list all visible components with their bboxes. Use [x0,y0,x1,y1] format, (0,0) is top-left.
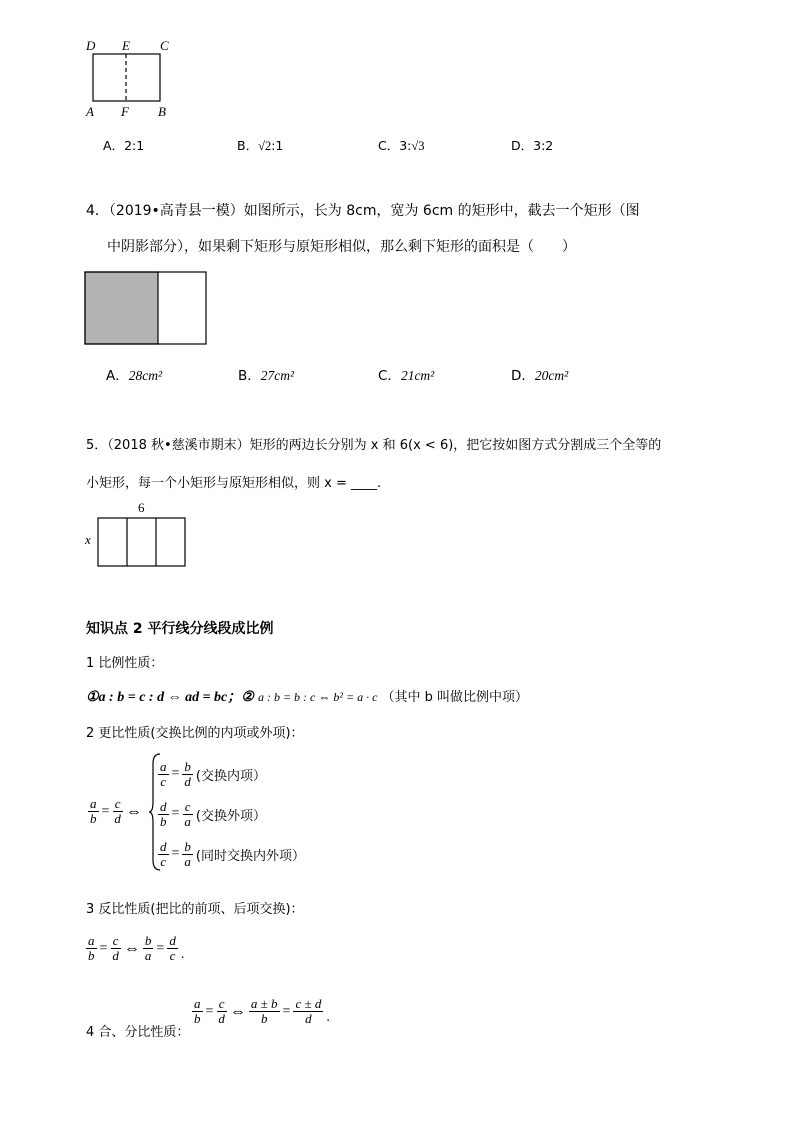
q5-rectangle-diagram [82,500,192,570]
p1-formula [86,686,528,706]
q4-option-b[interactable]: B．27cm² [238,368,295,384]
p2-lhs: $\frac{a}{b}$ = $\frac{c}{d}$ ⇔ [90,796,142,826]
q5-stem-line2: 小矩形，每一个小矩形与原矩形相似，则 x = ____. [86,476,382,491]
label-D: D [86,38,96,53]
q4-option-a[interactable]: A．28cm² [106,368,163,384]
q4-option-d[interactable]: D．20cm² [511,368,569,384]
label-A: A [86,104,94,119]
q4-stem-line2: 中阴影部分），如果剩下矩形与原矩形相似，那么剩下矩形的面积是（ ） [107,239,576,255]
p3-formula: $\frac{a}{b}$ = $\frac{c}{d}$ ⇔ $\frac{b}{a}$ = $\frac{d}{c}$ . [88,933,185,963]
iff-symbol: ⇔ [125,802,142,820]
p1-title: 1 比例性质： [86,656,164,671]
p2-case-3: $\frac{d}{c}$ = $\frac{b}{a}$ (同时交换内外项） [160,838,305,869]
p3-title: 3 反比性质(把比的前项、后项交换)： [86,902,304,917]
q4-shaded-region [85,272,158,344]
p1-formula-a: ①a : b = c : d ⇔ ad = bc；② [86,690,254,705]
q3-option-a[interactable]: A．2:1 [103,138,145,153]
q3-option-d[interactable]: D．3:2 [511,138,554,153]
q4-option-c[interactable]: C．21cm² [378,368,435,384]
p2-cases [158,754,305,874]
q3-option-b[interactable]: B．√2:1 [237,138,284,153]
q4-stem-line1: 4．（2019•高青县一模）如图所示，长为 8cm，宽为 6cm 的矩形中，截去一个矩形（图 [86,203,640,219]
q5-label-left: x [85,532,91,547]
p2-case-1: $\frac{a}{c}$ = $\frac{b}{d}$ (交换内项） [160,758,266,789]
q4-rectangle-diagram [84,271,208,347]
q5-label-top: 6 [138,500,145,515]
label-B: B [158,104,166,119]
label-C: C [160,38,169,53]
p4-title: 4 合、分比性质： [86,1025,190,1040]
q3-figure [84,38,184,120]
label-F: F [121,104,129,119]
p2-case-2: $\frac{d}{b}$ = $\frac{c}{a}$ (交换外项） [160,798,266,829]
q4-figure [84,271,208,347]
p2-title: 2 更比性质(交换比例的内项或外项)： [86,726,304,741]
p1-note: （其中 b 叫做比例中项） [381,690,529,705]
p1-formula-b: a : b = b : c ⇔ b² = a · c [257,690,378,704]
p4-formula: $\frac{a}{b}$ = $\frac{c}{d}$ ⇔ $\frac{a \pm b}{b}$ = $\frac{c \pm d}{d}$ . [194,996,330,1026]
q3-option-c[interactable]: C．3:√3 [378,138,425,153]
q3-rectangle-diagram [84,38,184,120]
label-E: E [122,38,130,53]
q5-stem-line1: 5．（2018 秋•慈溪市期末）矩形的两边长分别为 x 和 6(x < 6)，把它按如图方式分割成三个全等的 [86,438,662,453]
q5-figure [82,500,192,570]
section-title: 知识点 2 平行线分线段成比例 [86,621,274,637]
